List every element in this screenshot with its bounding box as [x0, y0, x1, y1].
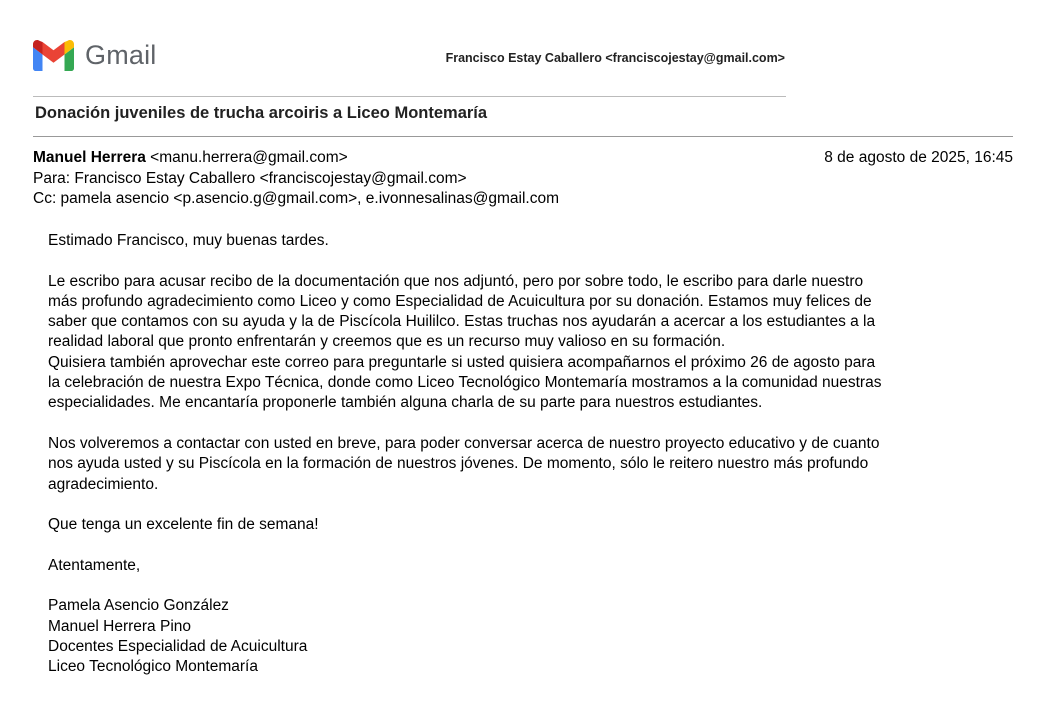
signature-line: Pamela Asencio González	[48, 597, 229, 615]
paragraph-1	[48, 272, 1023, 414]
body-line: Nos volveremos a contactar con usted en breve, para poder conversar acerca de nuestro proyecto educativo y de cuanto	[48, 434, 880, 452]
body-line: nos ayuda usted y su Piscícola en la formación de nuestros jóvenes. De momento, sólo le reitero nuestro más profundo	[48, 455, 869, 473]
email-subject: Donación juveniles de trucha arcoiris a Liceo Montemaría	[35, 104, 488, 122]
body-line: Le escribo para acusar recibo de la documentación que nos adjuntó, pero por sobre todo, le escribo para darle nuestro	[48, 272, 864, 290]
body-line: agradecimiento.	[48, 475, 159, 493]
signature-line: Manuel Herrera Pino	[48, 617, 192, 635]
signoff: Atentamente,	[48, 556, 141, 574]
body-line: saber que contamos con su ayuda y la de Piscícola Huililco. Estas truchas nos ayudarán a acercar a los estudiantes a la	[48, 313, 876, 331]
sender-email: <manu.herrera@gmail.com>	[150, 149, 348, 166]
to-line: Para: Francisco Estay Caballero <franciscojestay@gmail.com>	[33, 169, 467, 187]
body-line: más profundo agradecimiento como Liceo y como Especialidad de Acuicultura por su donación. Estamos muy felices de	[48, 292, 872, 310]
greeting: Estimado Francisco, muy buenas tardes.	[48, 232, 329, 249]
body-line: la celebración de nuestra Expo Técnica, donde como Liceo Tecnológico Montemaría mostramos a la comunidad nuestras	[48, 374, 882, 392]
header-divider	[33, 96, 786, 97]
gmail-wordmark: Gmail	[85, 40, 157, 70]
signature-block	[48, 596, 1023, 677]
message-header	[33, 148, 559, 210]
body-line: especialidades. Me encantaría proponerle también alguna charla de su parte para nuestros estudiantes.	[48, 394, 763, 412]
sender-line	[33, 148, 559, 169]
gmail-m-icon	[33, 40, 74, 71]
signature-line: Docentes Especialidad de Acuicultura	[48, 637, 308, 655]
body-line: Quisiera también aprovechar este correo para preguntarle si usted quisiera acompañarnos el próximo 26 de agosto para	[48, 353, 876, 371]
sender-name: Manuel Herrera	[33, 149, 146, 166]
subject-divider	[33, 136, 1013, 137]
signature-line: Liceo Tecnológico Montemaría	[48, 658, 258, 676]
closing-wish: Que tenga un excelente fin de semana!	[48, 516, 319, 534]
account-line: Francisco Estay Caballero <franciscojestay@gmail.com>	[445, 51, 785, 65]
paragraph-2	[48, 434, 1023, 495]
body-line: realidad laboral que pronto enfrentarán y creemos que es un recurso muy valioso en su formación.	[48, 333, 726, 351]
cc-line: Cc: pamela asencio <p.asencio.g@gmail.com>, e.ivonnesalinas@gmail.com	[33, 190, 560, 207]
gmail-logo	[33, 40, 157, 71]
message-date: 8 de agosto de 2025, 16:45	[824, 149, 1013, 166]
message-body	[48, 231, 1023, 678]
